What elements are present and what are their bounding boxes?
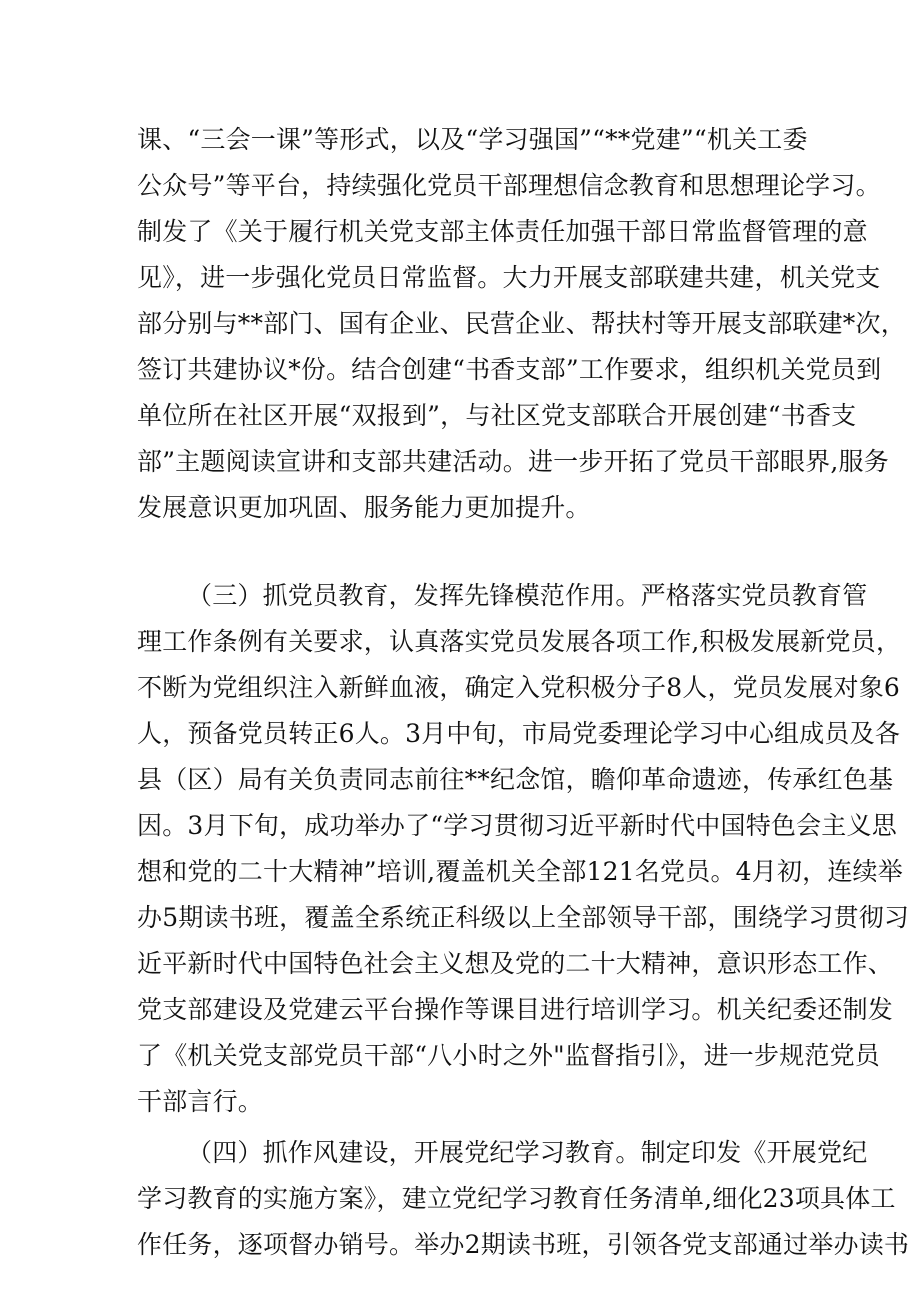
text-line: 部”主题阅读宣讲和支部共建活动。进一步开拓了党员干部眼界,服务 bbox=[137, 447, 889, 476]
section-heading-line: （三）抓党员教育，发挥先锋模范作用。严格落实党员教育管 bbox=[187, 581, 868, 610]
text-line: 理工作条例有关要求，认真落实党员发展各项工作,积极发展新党员， bbox=[137, 627, 902, 656]
text-line: 部分别与**部门、国有企业、民营企业、帮扶村等开展支部联建*次， bbox=[137, 309, 906, 338]
text-line: 学习教育的实施方案》，建立党纪学习教育任务清单,细化23项具体工 bbox=[137, 1184, 896, 1213]
text-line: 了《机关党支部党员干部“八小时之外"监督指引》，进一步规范党员 bbox=[137, 1041, 880, 1070]
text-line: 因。3月下旬，成功举办了“学习贯彻习近平新时代中国特色会主义思 bbox=[137, 811, 897, 840]
text-line: 单位所在社区开展“双报到”，与社区党支部联合开展创建“书香支 bbox=[137, 401, 857, 430]
text-line: 近平新时代中国特色社会主义想及党的二十大精神，意识形态工作、 bbox=[137, 949, 894, 978]
text-line: 不断为党组织注入新鲜血液，确定入党积极分子8人，党员发展对象6 bbox=[137, 673, 901, 702]
text-line: 发展意识更加巩固、服务能力更加提升。 bbox=[137, 493, 591, 522]
text-line: 县（区）局有关负责同志前往**纪念馆，瞻仰革命遗迹，传承红色基 bbox=[137, 765, 894, 794]
text-line: 课、“三会一课”等形式，以及“学习强国”“**党建”“机关工委 bbox=[137, 125, 808, 154]
text-line: 作任务，逐项督办销号。举办2期读书班，引领各党支部通过举办读书 bbox=[137, 1230, 910, 1259]
section-heading-line: （四）抓作风建设，开展党纪学习教育。制定印发《开展党纪 bbox=[187, 1138, 868, 1167]
text-line: 人，预备党员转正6人。3月中旬，市局党委理论学习中心组成员及各 bbox=[137, 719, 901, 748]
text-line: 制发了《关于履行机关党支部主体责任加强干部日常监督管理的意 bbox=[137, 217, 868, 246]
text-line: 公众号”等平台，持续强化党员干部理想信念教育和思想理论学习。 bbox=[137, 171, 881, 200]
text-line: 干部言行。 bbox=[137, 1087, 264, 1116]
text-line: 签订共建协议*份。结合创建“书香支部”工作要求，组织机关党员到 bbox=[137, 355, 882, 384]
text-line: 党支部建设及党建云平台操作等课目进行培训学习。机关纪委还制发 bbox=[137, 995, 894, 1024]
text-line: 见》，进一步强化党员日常监督。大力开展支部联建共建，机关党支 bbox=[137, 263, 881, 292]
text-line: 办5期读书班，覆盖全系统正科级以上全部领导干部，围绕学习贯彻习 bbox=[137, 903, 910, 932]
text-line: 想和党的二十大精神”培训,覆盖机关全部121名党员。4月初，连续举 bbox=[137, 857, 903, 886]
